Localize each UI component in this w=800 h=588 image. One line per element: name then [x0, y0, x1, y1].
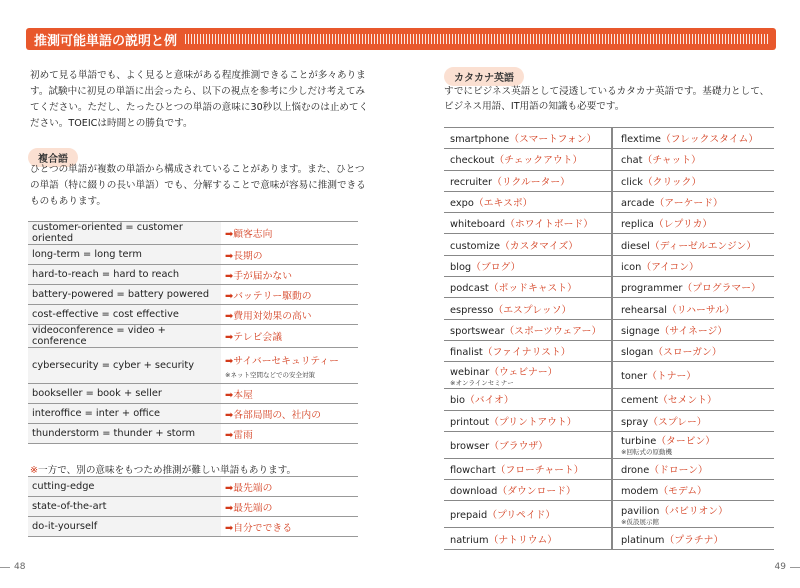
meaning-text: バッテリー駆動の	[233, 290, 312, 302]
banner-dotted-decoration	[185, 34, 770, 44]
arrow-icon: ➡	[225, 270, 234, 282]
katakana-cell	[444, 362, 612, 389]
table-row	[28, 305, 358, 325]
table-row	[444, 389, 774, 410]
term-text: flowchart	[450, 465, 496, 476]
meaning-cell	[221, 265, 358, 285]
meaning-text: サイバーセキュリティー	[233, 355, 339, 367]
katakana-text: （エスプレッソ）	[493, 304, 572, 316]
arrow-icon: ➡	[225, 389, 234, 401]
table-row	[28, 517, 358, 537]
meaning-cell	[221, 285, 358, 305]
term-cell: interoffice = inter + office	[28, 404, 221, 424]
katakana-cell	[444, 191, 612, 212]
meaning-cell	[221, 305, 358, 325]
katakana-cell	[444, 431, 612, 458]
katakana-cell	[612, 501, 774, 528]
katakana-cell	[612, 458, 774, 479]
table-row	[28, 222, 358, 245]
katakana-text: （チェックアウト）	[494, 155, 583, 167]
katakana-text: （フレックスタイム）	[660, 134, 759, 146]
table-row	[444, 362, 774, 389]
term-text: toner	[621, 371, 648, 383]
katakana-text: （ナトリウム）	[488, 534, 558, 546]
term-text: arcade	[621, 198, 655, 210]
katakana-cell	[444, 340, 612, 361]
meaning-text: 本屋	[233, 389, 253, 401]
table-row	[28, 245, 358, 265]
section-banner	[26, 28, 776, 50]
meaning-text: 顧客志向	[233, 229, 273, 240]
table-row	[444, 319, 774, 340]
katakana-text: （バイオ）	[464, 395, 514, 407]
meaning-cell	[221, 424, 358, 444]
phrase-table	[28, 476, 358, 537]
katakana-cell	[612, 128, 774, 149]
table-row	[444, 410, 774, 431]
meaning-text: 費用対効果の高い	[233, 310, 312, 322]
term-text: platinum	[621, 534, 665, 546]
katakana-text: （プラチナ）	[664, 534, 724, 546]
katakana-cell	[612, 191, 774, 212]
term-note: ※オンラインセミナー	[450, 378, 514, 387]
term-cell: thunderstorm = thunder + storm	[28, 424, 221, 444]
term-text: webinar	[450, 366, 490, 378]
arrow-icon: ➡	[225, 250, 234, 262]
meaning-cell	[221, 348, 358, 384]
katakana-text: （モデム）	[658, 486, 707, 498]
term-text: sportswear	[450, 325, 505, 337]
arrow-icon: ➡	[225, 409, 234, 421]
term-text: click	[621, 176, 643, 188]
meaning-text: 自分でできる	[233, 522, 292, 534]
katakana-cell	[444, 410, 612, 431]
term-cell: hard-to-reach = hard to reach	[28, 265, 221, 285]
table-row	[444, 501, 774, 528]
term-text: podcast	[450, 283, 489, 295]
katakana-text: （アイコン）	[641, 261, 699, 273]
arrow-icon: ➡	[225, 229, 234, 240]
table-row	[444, 191, 774, 212]
katakana-text: （クリック）	[642, 176, 702, 188]
term-cell: state-of-the-art	[28, 497, 221, 517]
katakana-table	[444, 127, 774, 550]
term-note: ※回転式の原動機	[621, 448, 672, 457]
section-title: 推測可能単語の説明と例	[34, 33, 178, 49]
table-row	[444, 213, 774, 234]
katakana-text: （プリントアウト）	[489, 416, 577, 428]
katakana-cell	[444, 319, 612, 340]
meaning-cell	[221, 477, 358, 497]
term-cell: cybersecurity = cyber + security	[28, 348, 221, 384]
katakana-cell	[444, 298, 612, 319]
katakana-text: （チャット）	[642, 155, 701, 167]
term-text: spray	[621, 416, 649, 428]
term-text: smartphone	[450, 134, 510, 146]
term-text: customize	[450, 240, 500, 252]
term-text: cement	[621, 395, 659, 407]
katakana-text: （タービン）	[656, 436, 716, 448]
footer-rule-left	[0, 567, 10, 568]
katakana-cell	[444, 528, 612, 549]
meaning-text: 雷雨	[233, 429, 253, 441]
table-row	[28, 477, 358, 497]
table-row	[444, 149, 774, 170]
katakana-cell	[444, 480, 612, 501]
meaning-cell	[221, 404, 358, 424]
page-number-left: 48	[14, 562, 26, 572]
katakana-cell	[612, 528, 774, 549]
term-text: pavilion	[621, 505, 660, 517]
katakana-text: （ドローン）	[649, 465, 708, 476]
katakana-cell	[612, 255, 774, 276]
exception-note	[30, 462, 296, 476]
table-row	[28, 424, 358, 444]
term-cell: bookseller = book + seller	[28, 384, 221, 404]
table-row	[444, 458, 774, 479]
term-text: diesel	[621, 240, 650, 252]
katakana-text: （ダウンロード）	[497, 486, 576, 498]
katakana-text: （プログラマー）	[682, 283, 761, 295]
katakana-heading: カタカナ英語	[444, 67, 524, 86]
table-row	[444, 128, 774, 149]
table-row	[28, 497, 358, 517]
meaning-text: 手が届かない	[233, 270, 292, 282]
katakana-text: （ブログ）	[471, 261, 521, 273]
katakana-text: （ポッドキャスト）	[488, 283, 577, 295]
term-text: espresso	[450, 304, 494, 316]
katakana-cell	[444, 149, 612, 170]
katakana-text: （ディーゼルエンジン）	[649, 240, 757, 252]
term-note: ※仮設展示館	[621, 517, 659, 526]
term-text: programmer	[621, 283, 683, 295]
compound-heading: 複合語	[28, 148, 78, 167]
term-cell: videoconference = video + conference	[28, 325, 221, 348]
katakana-text: （ホワイトボード）	[505, 219, 593, 231]
katakana-text: （プリペイド）	[487, 510, 556, 522]
arrow-icon: ➡	[225, 290, 234, 302]
term-cell: do-it-yourself	[28, 517, 221, 537]
table-row	[28, 265, 358, 285]
katakana-description: すでにビジネス英語として浸透しているカタカナ英語です。基礎力として、ビジネス用語、IT用語の知識も必要です。	[444, 86, 770, 112]
meaning-text: 長期の	[233, 250, 263, 262]
katakana-text: （スプレー）	[648, 416, 707, 428]
table-row	[28, 325, 358, 348]
meaning-cell	[221, 384, 358, 404]
arrow-icon: ➡	[225, 332, 234, 343]
katakana-text: （レプリカ）	[653, 219, 713, 231]
meaning-note: ※ネット空間などでの安全対策	[225, 370, 315, 379]
intro-paragraph: 初めて見る単語でも、よく見ると意味がある程度推測できることが多々あります。試験中に初見の単語に出会ったら、以下の視点を参考に少しだけ考えてみてください。ただし、たったひとつの単語の意味に30秒以上悩むのは止めてください。TOEICは時間との勝負です。	[30, 70, 369, 129]
term-text: blog	[450, 261, 472, 273]
table-row	[444, 277, 774, 298]
table-row	[28, 384, 358, 404]
term-cell: cutting-edge	[28, 477, 221, 497]
term-text: printout	[450, 416, 490, 428]
term-text: rehearsal	[621, 304, 667, 316]
katakana-text: （サイネージ）	[659, 325, 728, 337]
katakana-cell	[444, 277, 612, 298]
katakana-text: （ファイナリスト）	[482, 347, 571, 359]
term-text: turbine	[621, 436, 657, 448]
term-cell: battery-powered = battery powered	[28, 285, 221, 305]
meaning-text: テレビ会議	[233, 332, 283, 343]
term-text: chat	[621, 155, 643, 167]
katakana-cell	[444, 255, 612, 276]
katakana-cell	[612, 362, 774, 389]
arrow-icon: ➡	[225, 310, 234, 322]
katakana-cell	[612, 234, 774, 255]
meaning-text: 最先端の	[233, 482, 273, 494]
katakana-cell	[612, 410, 774, 431]
katakana-text: （アーケード）	[654, 198, 723, 210]
table-row	[444, 255, 774, 276]
arrow-icon: ➡	[225, 429, 234, 441]
katakana-cell	[444, 128, 612, 149]
katakana-text: （パビリオン）	[659, 505, 728, 517]
page-number-right: 49	[774, 562, 786, 572]
term-text: replica	[621, 219, 654, 231]
term-text: download	[450, 486, 498, 498]
katakana-cell	[444, 389, 612, 410]
katakana-cell	[444, 170, 612, 191]
katakana-cell	[612, 480, 774, 501]
table-row	[444, 480, 774, 501]
katakana-cell	[612, 149, 774, 170]
table-row	[444, 340, 774, 361]
table-row	[28, 285, 358, 305]
table-row	[444, 528, 774, 549]
arrow-icon: ➡	[225, 355, 234, 367]
katakana-cell	[444, 501, 612, 528]
katakana-text: （リクルーター）	[492, 176, 570, 188]
katakana-cell	[444, 234, 612, 255]
term-text: slogan	[621, 347, 654, 359]
katakana-text: （カスタマイズ）	[499, 240, 579, 252]
term-text: icon	[621, 261, 642, 273]
meaning-cell	[221, 325, 358, 348]
note-text: 一方で、別の意味をもつため推測が難しい単語もあります。	[38, 465, 297, 476]
katakana-cell	[612, 389, 774, 410]
katakana-cell	[612, 277, 774, 298]
term-text: flextime	[621, 134, 661, 146]
term-text: drone	[621, 465, 650, 476]
table-row	[444, 234, 774, 255]
compound-description: ひとつの単語が複数の単語から構成されていることがあります。また、ひとつの単語（特に綴りの長い単語）でも、分解することで意味が容易に推測できるものもあります。	[30, 164, 366, 207]
term-text: bio	[450, 395, 465, 407]
katakana-text: （トナー）	[647, 371, 697, 383]
term-text: checkout	[450, 155, 495, 167]
note-mark: ※	[30, 465, 39, 476]
table-row	[28, 404, 358, 424]
meaning-cell	[221, 222, 358, 245]
term-text: signage	[621, 325, 660, 337]
term-text: natrium	[450, 534, 489, 546]
katakana-text: （スローガン）	[653, 347, 722, 359]
katakana-cell	[444, 213, 612, 234]
term-text: finalist	[450, 347, 483, 359]
katakana-text: （ウェビナー）	[489, 366, 558, 378]
term-cell: customer-oriented = customer oriented	[28, 222, 221, 245]
term-cell: cost-effective = cost effective	[28, 305, 221, 325]
katakana-text: （スマートフォン）	[509, 134, 597, 146]
term-cell: long-term = long term	[28, 245, 221, 265]
term-text: recruiter	[450, 176, 493, 188]
arrow-icon: ➡	[225, 482, 234, 494]
katakana-text: （セメント）	[658, 395, 717, 407]
meaning-cell	[221, 245, 358, 265]
katakana-cell	[444, 458, 612, 479]
katakana-cell	[612, 431, 774, 458]
katakana-text: （フローチャート）	[495, 465, 584, 476]
table-row	[444, 298, 774, 319]
katakana-cell	[612, 170, 774, 191]
compound-table	[28, 221, 358, 444]
katakana-cell	[612, 213, 774, 234]
katakana-text: （エキスポ）	[473, 198, 533, 210]
term-text: browser	[450, 440, 490, 452]
footer-rule-right	[790, 567, 800, 568]
katakana-text: （リハーサル）	[666, 304, 735, 316]
arrow-icon: ➡	[225, 502, 234, 514]
katakana-cell	[612, 319, 774, 340]
table-row	[444, 431, 774, 458]
katakana-cell	[612, 298, 774, 319]
arrow-icon: ➡	[225, 522, 234, 534]
katakana-text: （スポーツウェアー）	[504, 325, 602, 337]
meaning-cell	[221, 517, 358, 537]
katakana-text: （ブラウザ）	[489, 440, 548, 452]
table-row	[444, 170, 774, 191]
term-text: modem	[621, 486, 659, 498]
meaning-cell	[221, 497, 358, 517]
term-text: prepaid	[450, 510, 488, 522]
table-row	[28, 348, 358, 384]
meaning-text: 各部局間の、社内の	[233, 409, 321, 421]
katakana-cell	[612, 340, 774, 361]
term-text: whiteboard	[450, 219, 506, 231]
term-text: expo	[450, 198, 474, 210]
meaning-text: 最先端の	[233, 502, 273, 514]
